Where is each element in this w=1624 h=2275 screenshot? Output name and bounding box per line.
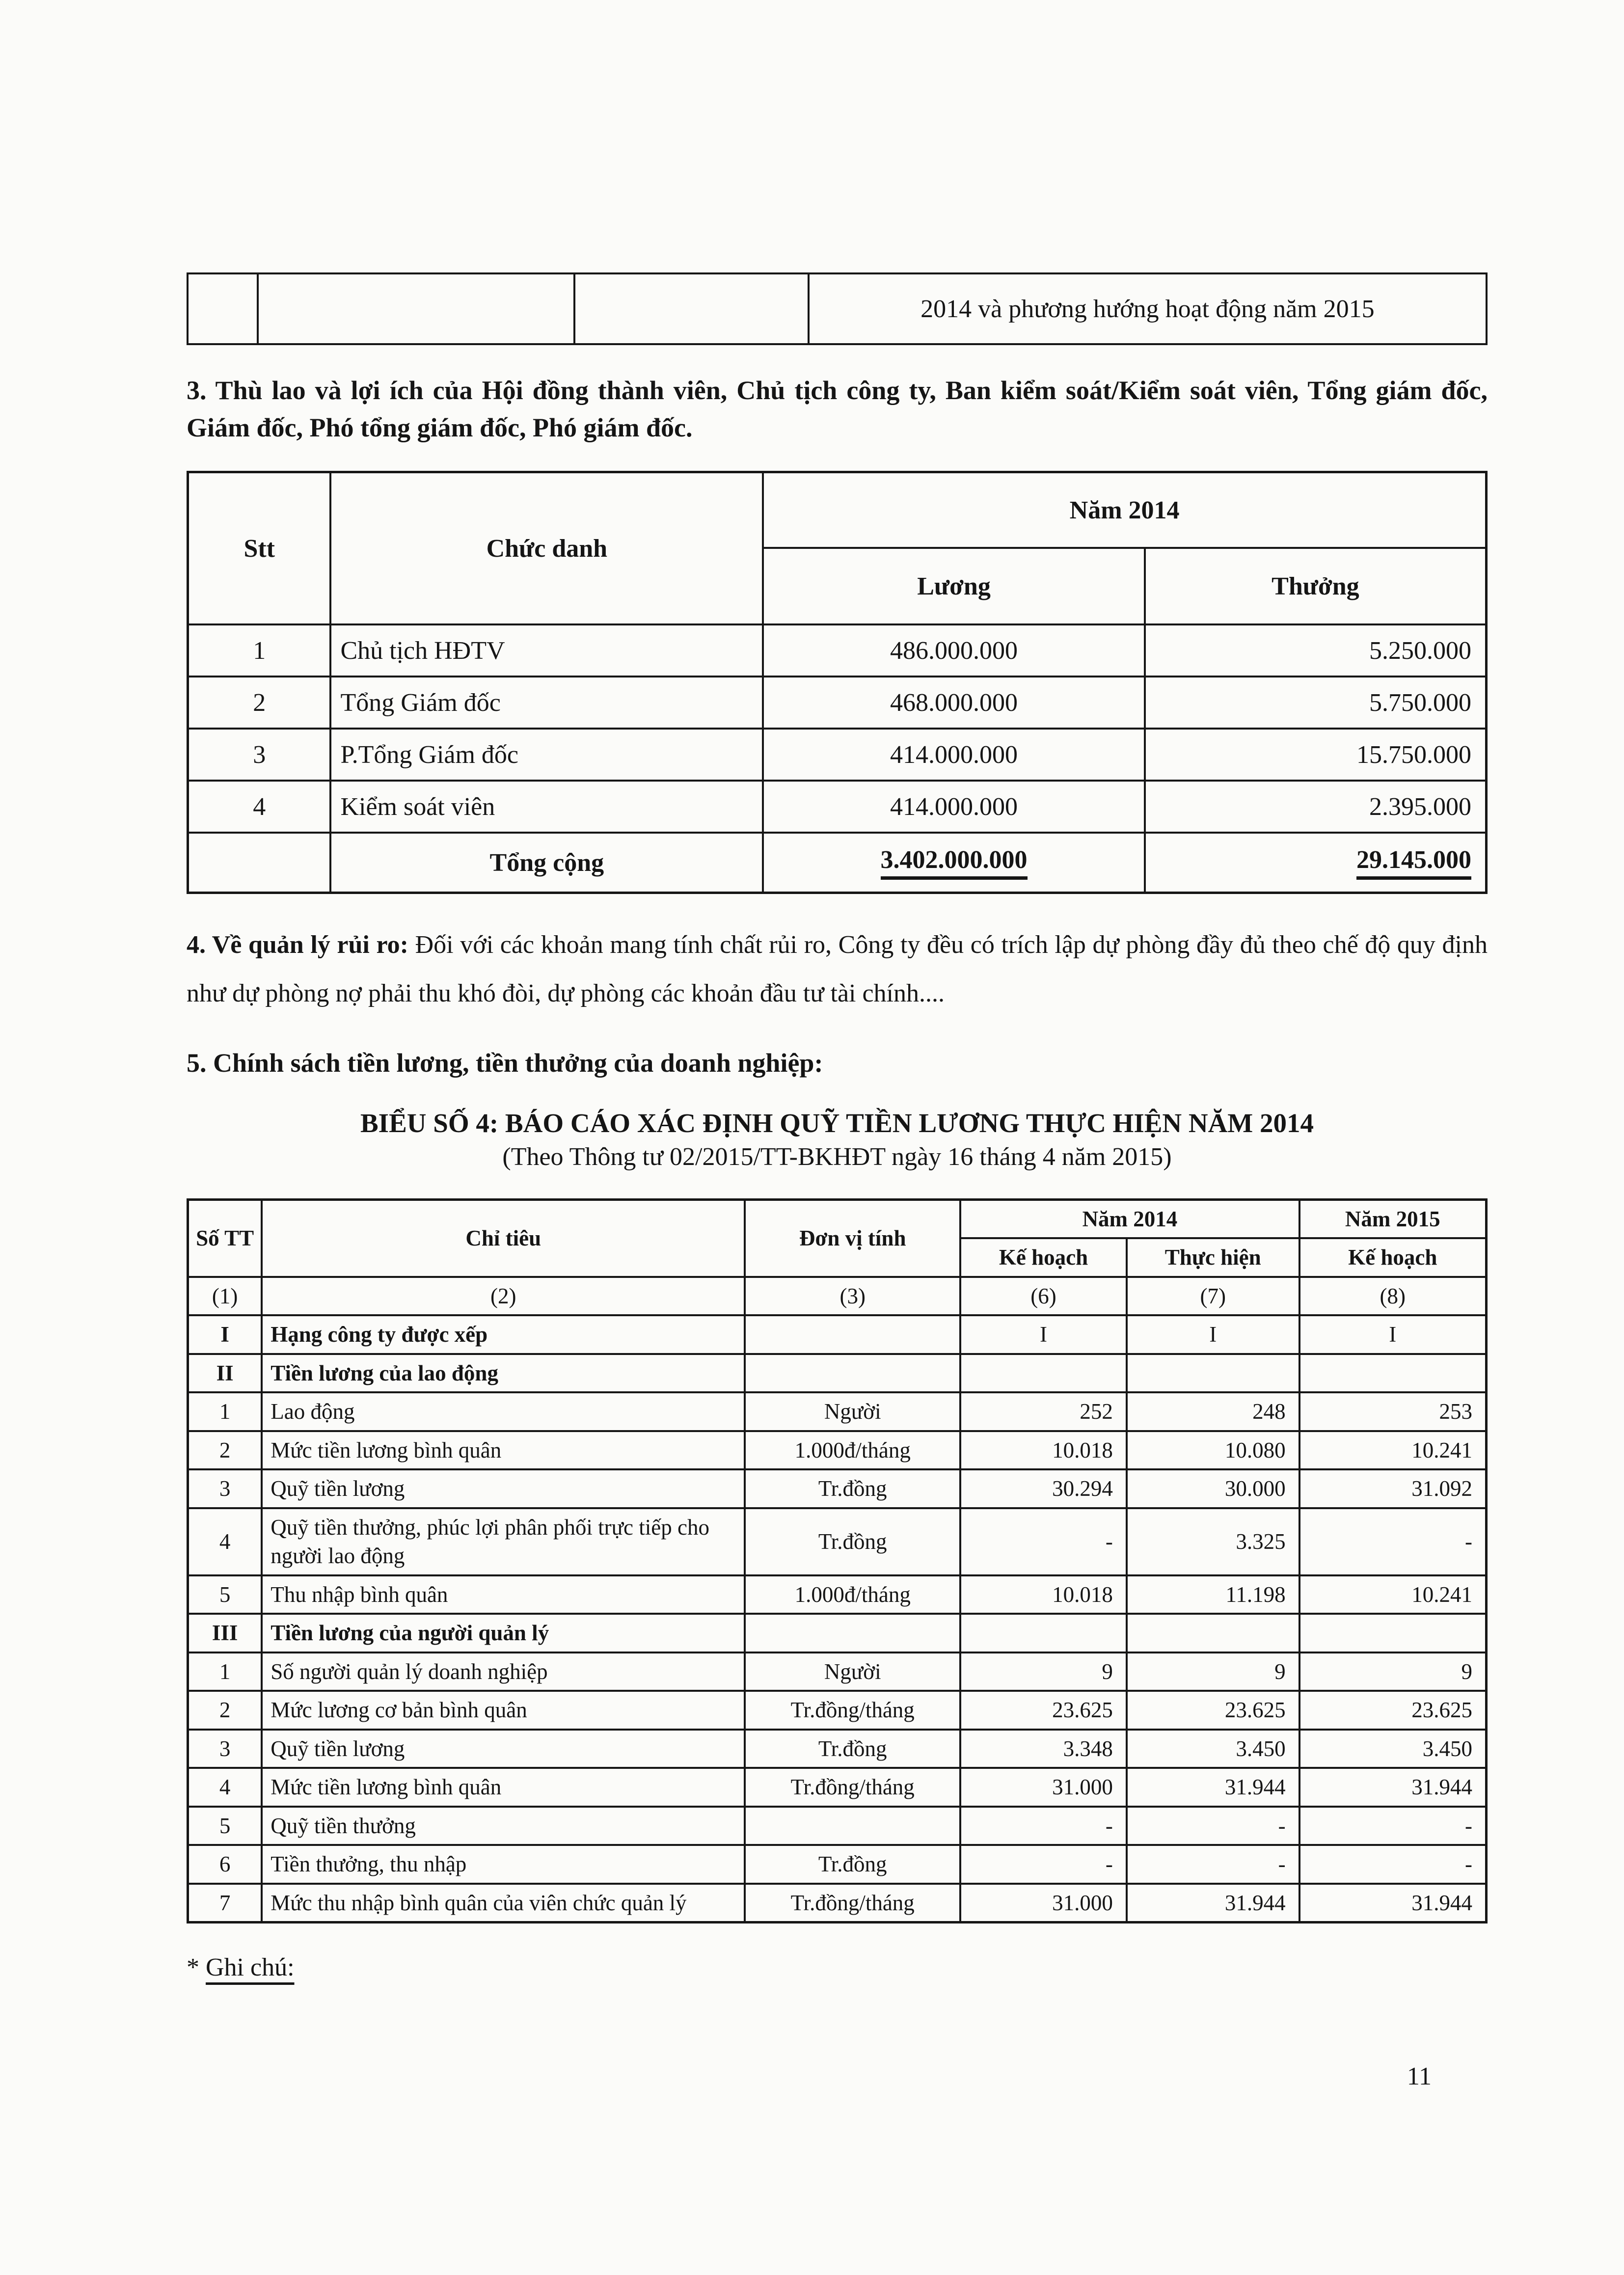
table-row bbox=[188, 1469, 1487, 1508]
cell-thuong: 5.750.000 bbox=[1145, 677, 1487, 729]
footnote bbox=[187, 1953, 1488, 1982]
cell-unit: Người bbox=[745, 1652, 960, 1691]
cell-unit: 1.000đ/tháng bbox=[745, 1431, 960, 1470]
cell-kh2015: 253 bbox=[1299, 1392, 1487, 1431]
cell-kh2014: 252 bbox=[960, 1392, 1127, 1431]
cell-stt bbox=[188, 833, 331, 893]
cell-kh2015: (8) bbox=[1299, 1277, 1487, 1316]
cell-stt: 1 bbox=[188, 624, 331, 677]
cell-thuong: 5.250.000 bbox=[1145, 624, 1487, 677]
cell-kh2015: 31.944 bbox=[1299, 1768, 1487, 1807]
cell-th2014: 9 bbox=[1127, 1652, 1299, 1691]
cell-unit: Tr.đồng/tháng bbox=[745, 1768, 960, 1807]
cell-label: Mức tiền lương bình quân bbox=[262, 1431, 745, 1470]
table-row bbox=[188, 273, 1487, 344]
cell-label: Tiền lương của lao động bbox=[262, 1354, 745, 1393]
table-row bbox=[188, 1884, 1487, 1923]
cell-thuong: 15.750.000 bbox=[1145, 729, 1487, 781]
cell-kh2015: - bbox=[1299, 1807, 1487, 1845]
table-row bbox=[188, 1807, 1487, 1845]
cell-kh2015 bbox=[1299, 1354, 1487, 1393]
cell-label: Mức tiền lương bình quân bbox=[262, 1768, 745, 1807]
cell-kh2014: 31.000 bbox=[960, 1884, 1127, 1923]
cell-unit: Tr.đồng bbox=[745, 1730, 960, 1768]
cell-kh2014: (6) bbox=[960, 1277, 1127, 1316]
cell-label: Mức lương cơ bản bình quân bbox=[262, 1691, 745, 1730]
table-row bbox=[188, 1845, 1487, 1884]
table-row bbox=[188, 1691, 1487, 1730]
cell-no: III bbox=[188, 1614, 262, 1652]
bieu4-subtitle: (Theo Thông tư 02/2015/TT-BKHĐT ngày 16 tháng 4 năm 2015) bbox=[502, 1142, 1172, 1171]
section4-text: Đối với các khoản mang tính chất rủi ro, Công ty đều có trích lập dự phòng đầy đủ theo chế độ quy định như dự phòng nợ phải thu khó đòi, dự phòng các khoản đầu tư tài chính.... bbox=[187, 931, 1488, 1007]
cell-label: Mức thu nhập bình quân của viên chức quản lý bbox=[262, 1884, 745, 1923]
cell-kh2014: 23.625 bbox=[960, 1691, 1127, 1730]
footnote-label: Ghi chú: bbox=[206, 1953, 295, 1982]
fragment-cell-2 bbox=[258, 273, 575, 344]
col-header-luong: Lương bbox=[763, 548, 1145, 624]
table-total-row bbox=[188, 833, 1487, 893]
cell-unit: 1.000đ/tháng bbox=[745, 1575, 960, 1614]
cell-unit bbox=[745, 1807, 960, 1845]
cell-kh2014: 10.018 bbox=[960, 1575, 1127, 1614]
col-header-thuong: Thưởng bbox=[1145, 548, 1487, 624]
cell-label: Số người quản lý doanh nghiệp bbox=[262, 1652, 745, 1691]
cell-label: Quỹ tiền lương bbox=[262, 1730, 745, 1768]
cell-kh2014: I bbox=[960, 1315, 1127, 1354]
carryover-table-fragment bbox=[187, 272, 1488, 345]
cell-kh2014 bbox=[960, 1354, 1127, 1393]
cell-kh2014: 9 bbox=[960, 1652, 1127, 1691]
table-row bbox=[188, 1315, 1487, 1354]
cell-label: Quỹ tiền thưởng, phúc lợi phân phối trực tiếp cho người lao động bbox=[262, 1508, 745, 1575]
col-header-thuc-hien-2014: Thực hiện bbox=[1127, 1238, 1299, 1277]
table-row bbox=[188, 1392, 1487, 1431]
total-luong-value: 3.402.000.000 bbox=[881, 845, 1028, 880]
table-row bbox=[188, 624, 1487, 677]
cell-kh2015: 31.092 bbox=[1299, 1469, 1487, 1508]
table-row bbox=[188, 1575, 1487, 1614]
col-header-stt: Stt bbox=[188, 472, 331, 625]
cell-stt: 3 bbox=[188, 729, 331, 781]
cell-kh2015: - bbox=[1299, 1845, 1487, 1884]
col-header-so-tt: Số TT bbox=[188, 1199, 262, 1277]
footnote-marker: * bbox=[187, 1953, 199, 1982]
cell-th2014: 248 bbox=[1127, 1392, 1299, 1431]
col-header-nam2014: Năm 2014 bbox=[763, 472, 1486, 548]
cell-no: 6 bbox=[188, 1845, 262, 1884]
cell-kh2014: 31.000 bbox=[960, 1768, 1127, 1807]
page-number: 11 bbox=[1407, 2062, 1432, 2090]
cell-unit bbox=[745, 1315, 960, 1354]
cell-kh2015: 23.625 bbox=[1299, 1691, 1487, 1730]
cell-no: 7 bbox=[188, 1884, 262, 1923]
cell-no: I bbox=[188, 1315, 262, 1354]
table-row bbox=[188, 729, 1487, 781]
cell-kh2014 bbox=[960, 1614, 1127, 1652]
cell-no: 1 bbox=[188, 1652, 262, 1691]
cell-th2014: - bbox=[1127, 1845, 1299, 1884]
col-header-don-vi-tinh: Đơn vị tính bbox=[745, 1199, 960, 1277]
cell-label: Tiền thưởng, thu nhập bbox=[262, 1845, 745, 1884]
cell-kh2014: 30.294 bbox=[960, 1469, 1127, 1508]
col-header-nam2014: Năm 2014 bbox=[960, 1199, 1299, 1238]
cell-kh2015: I bbox=[1299, 1315, 1487, 1354]
cell-no: 3 bbox=[188, 1730, 262, 1768]
cell-label: Thu nhập bình quân bbox=[262, 1575, 745, 1614]
cell-thuong: 2.395.000 bbox=[1145, 781, 1487, 833]
cell-unit: Tr.đồng bbox=[745, 1845, 960, 1884]
cell-unit: Người bbox=[745, 1392, 960, 1431]
cell-luong: 414.000.000 bbox=[763, 729, 1145, 781]
table-row bbox=[188, 1768, 1487, 1807]
fragment-cell-3 bbox=[574, 273, 808, 344]
cell-no: 3 bbox=[188, 1469, 262, 1508]
table-header-row bbox=[188, 472, 1487, 548]
column-number-row bbox=[188, 1277, 1487, 1316]
cell-unit: Tr.đồng bbox=[745, 1508, 960, 1575]
cell-th2014: I bbox=[1127, 1315, 1299, 1354]
cell-label: Quỹ tiền lương bbox=[262, 1469, 745, 1508]
cell-chuc-danh: P.Tổng Giám đốc bbox=[330, 729, 763, 781]
cell-th2014: 11.198 bbox=[1127, 1575, 1299, 1614]
cell-luong: 468.000.000 bbox=[763, 677, 1145, 729]
cell-th2014: 3.325 bbox=[1127, 1508, 1299, 1575]
table-row bbox=[188, 1614, 1487, 1652]
cell-kh2014: - bbox=[960, 1508, 1127, 1575]
fragment-cell-1 bbox=[188, 273, 258, 344]
col-header-chuc-danh: Chức danh bbox=[330, 472, 763, 625]
total-thuong-value: 29.145.000 bbox=[1356, 845, 1471, 880]
cell-th2014 bbox=[1127, 1354, 1299, 1393]
cell-kh2015: 3.450 bbox=[1299, 1730, 1487, 1768]
cell-label: Quỹ tiền thưởng bbox=[262, 1807, 745, 1845]
cell-th2014: 10.080 bbox=[1127, 1431, 1299, 1470]
cell-luong: 486.000.000 bbox=[763, 624, 1145, 677]
cell-no: 5 bbox=[188, 1807, 262, 1845]
fragment-text-cell: 2014 và phương hướng hoạt động năm 2015 bbox=[809, 273, 1487, 344]
cell-label: (2) bbox=[262, 1277, 745, 1316]
cell-chuc-danh: Kiểm soát viên bbox=[330, 781, 763, 833]
cell-th2014: 30.000 bbox=[1127, 1469, 1299, 1508]
cell-th2014 bbox=[1127, 1614, 1299, 1652]
table-row bbox=[188, 677, 1487, 729]
salary-fund-table bbox=[187, 1198, 1488, 1924]
cell-kh2014: - bbox=[960, 1807, 1127, 1845]
cell-unit: Tr.đồng/tháng bbox=[745, 1884, 960, 1923]
cell-th2014: (7) bbox=[1127, 1277, 1299, 1316]
table-row bbox=[188, 781, 1487, 833]
cell-stt: 2 bbox=[188, 677, 331, 729]
cell-th2014: 31.944 bbox=[1127, 1768, 1299, 1807]
col-header-chi-tieu: Chỉ tiêu bbox=[262, 1199, 745, 1277]
col-header-nam2015: Năm 2015 bbox=[1299, 1199, 1487, 1238]
cell-th2014: 31.944 bbox=[1127, 1884, 1299, 1923]
cell-unit: Tr.đồng bbox=[745, 1469, 960, 1508]
cell-unit bbox=[745, 1614, 960, 1652]
total-label: Tổng cộng bbox=[330, 833, 763, 893]
table-row bbox=[188, 1730, 1487, 1768]
section4-lead: 4. Về quản lý rủi ro: bbox=[187, 931, 408, 959]
cell-no: II bbox=[188, 1354, 262, 1393]
cell-kh2015 bbox=[1299, 1614, 1487, 1652]
cell-kh2014: - bbox=[960, 1845, 1127, 1884]
cell-luong: 414.000.000 bbox=[763, 781, 1145, 833]
cell-chuc-danh: Chủ tịch HĐTV bbox=[330, 624, 763, 677]
cell-no: 5 bbox=[188, 1575, 262, 1614]
section4-paragraph bbox=[187, 921, 1488, 1018]
cell-no: (1) bbox=[188, 1277, 262, 1316]
cell-no: 2 bbox=[188, 1431, 262, 1470]
table-row bbox=[188, 1508, 1487, 1575]
cell-kh2015: 10.241 bbox=[1299, 1431, 1487, 1470]
total-luong bbox=[763, 833, 1145, 893]
col-header-ke-hoach-2014: Kế hoạch bbox=[960, 1238, 1127, 1277]
total-thuong bbox=[1145, 833, 1487, 893]
cell-no: 2 bbox=[188, 1691, 262, 1730]
cell-th2014: 3.450 bbox=[1127, 1730, 1299, 1768]
cell-kh2015: 9 bbox=[1299, 1652, 1487, 1691]
table-row bbox=[188, 1431, 1487, 1470]
cell-kh2015: 31.944 bbox=[1299, 1884, 1487, 1923]
cell-chuc-danh: Tổng Giám đốc bbox=[330, 677, 763, 729]
table-row bbox=[188, 1354, 1487, 1393]
cell-th2014: - bbox=[1127, 1807, 1299, 1845]
table-row bbox=[188, 1652, 1487, 1691]
cell-th2014: 23.625 bbox=[1127, 1691, 1299, 1730]
cell-unit: (3) bbox=[745, 1277, 960, 1316]
col-header-ke-hoach-2015: Kế hoạch bbox=[1299, 1238, 1487, 1277]
cell-kh2014: 10.018 bbox=[960, 1431, 1127, 1470]
section5-heading: 5. Chính sách tiền lương, tiền thưởng của doanh nghiệp: bbox=[187, 1048, 823, 1078]
cell-no: 4 bbox=[188, 1508, 262, 1575]
remuneration-table bbox=[187, 471, 1488, 894]
table-header-row bbox=[188, 1199, 1487, 1238]
cell-label: Lao động bbox=[262, 1392, 745, 1431]
cell-kh2014: 3.348 bbox=[960, 1730, 1127, 1768]
bieu4-title: BIỂU SỐ 4: BÁO CÁO XÁC ĐỊNH QUỸ TIỀN LƯƠNG THỰC HIỆN NĂM 2014 bbox=[360, 1108, 1314, 1138]
cell-unit bbox=[745, 1354, 960, 1393]
cell-no: 1 bbox=[188, 1392, 262, 1431]
cell-unit: Tr.đồng/tháng bbox=[745, 1691, 960, 1730]
cell-no: 4 bbox=[188, 1768, 262, 1807]
section3-heading: 3. Thù lao và lợi ích của Hội đồng thành viên, Chủ tịch công ty, Ban kiểm soát/Kiểm soát viên, Tổng giám đốc, Giám đốc, Phó tổng giám đốc, Phó giám đốc. bbox=[187, 376, 1488, 442]
cell-stt: 4 bbox=[188, 781, 331, 833]
cell-label: Hạng công ty được xếp bbox=[262, 1315, 745, 1354]
cell-kh2015: 10.241 bbox=[1299, 1575, 1487, 1614]
cell-label: Tiền lương của người quản lý bbox=[262, 1614, 745, 1652]
cell-kh2015: - bbox=[1299, 1508, 1487, 1575]
